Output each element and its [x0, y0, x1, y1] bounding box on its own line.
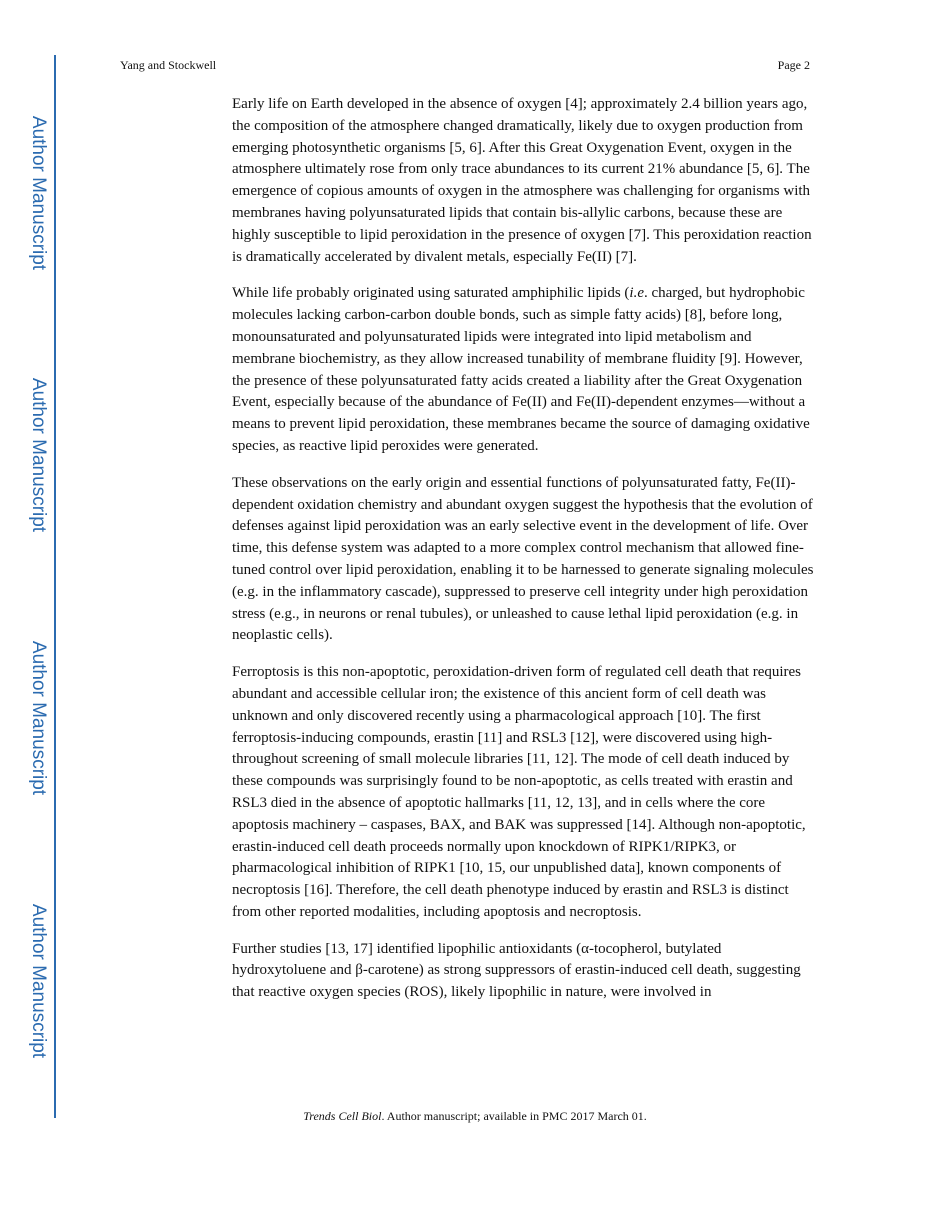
page-number: Page 2 [777, 58, 810, 72]
paragraph [232, 283, 814, 457]
paragraph [232, 939, 814, 1004]
author-manuscript-label: Author Manuscript [28, 903, 49, 1059]
paragraph [232, 473, 814, 647]
paragraph-text: Further studies [13, 17] identified lipophilic antioxidants (α-tocopherol, butylated hydroxytoluene and β-carotene) as strong suppressors of erastin-induced cell death, suggesting that reactive oxygen species (ROS), likely lipophilic in nature, were involved in [232, 940, 801, 1001]
sidebar-rule [54, 55, 56, 1118]
journal-name: Trends Cell Biol [303, 1109, 382, 1123]
paragraph-text: These observations on the early origin and essential functions of polyunsaturated fatty, Fe(II)-dependent oxidation chemistry and abundant oxygen suggest the hypothesis that the evolution of defenses against lipid peroxidation was an early selective event in the development of life. Over time, this defense system was adapted to a more complex control mechanism that allowed fine-tuned control over lipid peroxidation, enabling it to be harnessed to generate signaling molecules (e.g. in the inflammatory cascade), suppressed to preserve cell integrity under high peroxidation stress (e.g., in neurons or renal tubules), or unleashed to cause lethal lipid peroxidation (e.g. in neoplastic cells). [232, 474, 814, 644]
paragraph-text: Early life on Earth developed in the absence of oxygen [4]; approximately 2.4 billion years ago, the composition of the atmosphere changed dramatically, likely due to oxygen production from emerging photosynthetic organisms [5, 6]. After this Great Oxygenation Event, oxygen in the atmosphere ultimately rose from only trace abundances to its current 21% abundance [5, 6]. The emergence of copious amounts of oxygen in the atmosphere was challenging for organisms with membranes having polyunsaturated lipids that contain bis-allylic carbons, because these are highly susceptible to lipid peroxidation in the presence of oxygen [7]. This peroxidation reaction is dramatically accelerated by divalent metals, especially Fe(II) [7]. [232, 96, 812, 265]
author-manuscript-label: Author Manuscript [28, 377, 49, 533]
paragraph-text: While life probably originated using saturated amphiphilic lipids ( [232, 285, 630, 302]
paragraph [232, 662, 814, 924]
italic-abbreviation: i.e [629, 285, 644, 302]
availability-note: . Author manuscript; available in PMC 2017 March 01. [381, 1109, 647, 1123]
author-manuscript-label: Author Manuscript [28, 115, 49, 271]
paragraph [232, 94, 814, 268]
paragraph-text: Ferroptosis is this non-apoptotic, peroxidation-driven form of regulated cell death that requires abundant and accessible cellular iron; the existence of this ancient form of cell death was unknown and only discovered recently using a pharmacological approach [10]. The first ferroptosis-inducing compounds, erastin [11] and RSL3 [12], were discovered using high-throughout screening of small molecule libraries [11, 12]. The mode of cell death induced by these compounds was surprisingly found to be non-apoptotic, as cells treated with erastin and RSL3 died in the absence of apoptotic hallmarks [11, 12, 13], and in cells where the core apoptosis machinery – caspases, BAX, and BAK was suppressed [14]. Although non-apoptotic, erastin-induced cell death proceeds normally upon knockdown of RIPK1/RIPK3, or pharmacological inhibition of RIPK1 [10, 15, our unpublished data], known components of necroptosis [16]. Therefore, the cell death phenotype induced by erastin and RSL3 is distinct from other reported modalities, including apoptosis and necroptosis. [232, 664, 806, 920]
footer-citation [0, 1109, 950, 1124]
paragraph-text: . charged, but hydrophobic molecules lacking carbon-carbon double bonds, such as simple fatty acids) [8], before long, monounsaturated and polyunsaturated lipids were integrated into lipid metabolism and membrane biochemistry, as they allow increased tunability of membrane fluidity [9]. However, the presence of these polyunsaturated fatty acids created a liability after the Great Oxygenation Event, especially because of the abundance of Fe(II) and Fe(II)-dependent enzymes—without a means to prevent lipid peroxidation, these membranes became the source of damaging oxidative species, as reactive lipid peroxides were generated. [232, 285, 810, 454]
article-body [232, 94, 814, 1019]
running-header-authors: Yang and Stockwell [120, 58, 217, 72]
author-manuscript-label: Author Manuscript [28, 640, 49, 796]
